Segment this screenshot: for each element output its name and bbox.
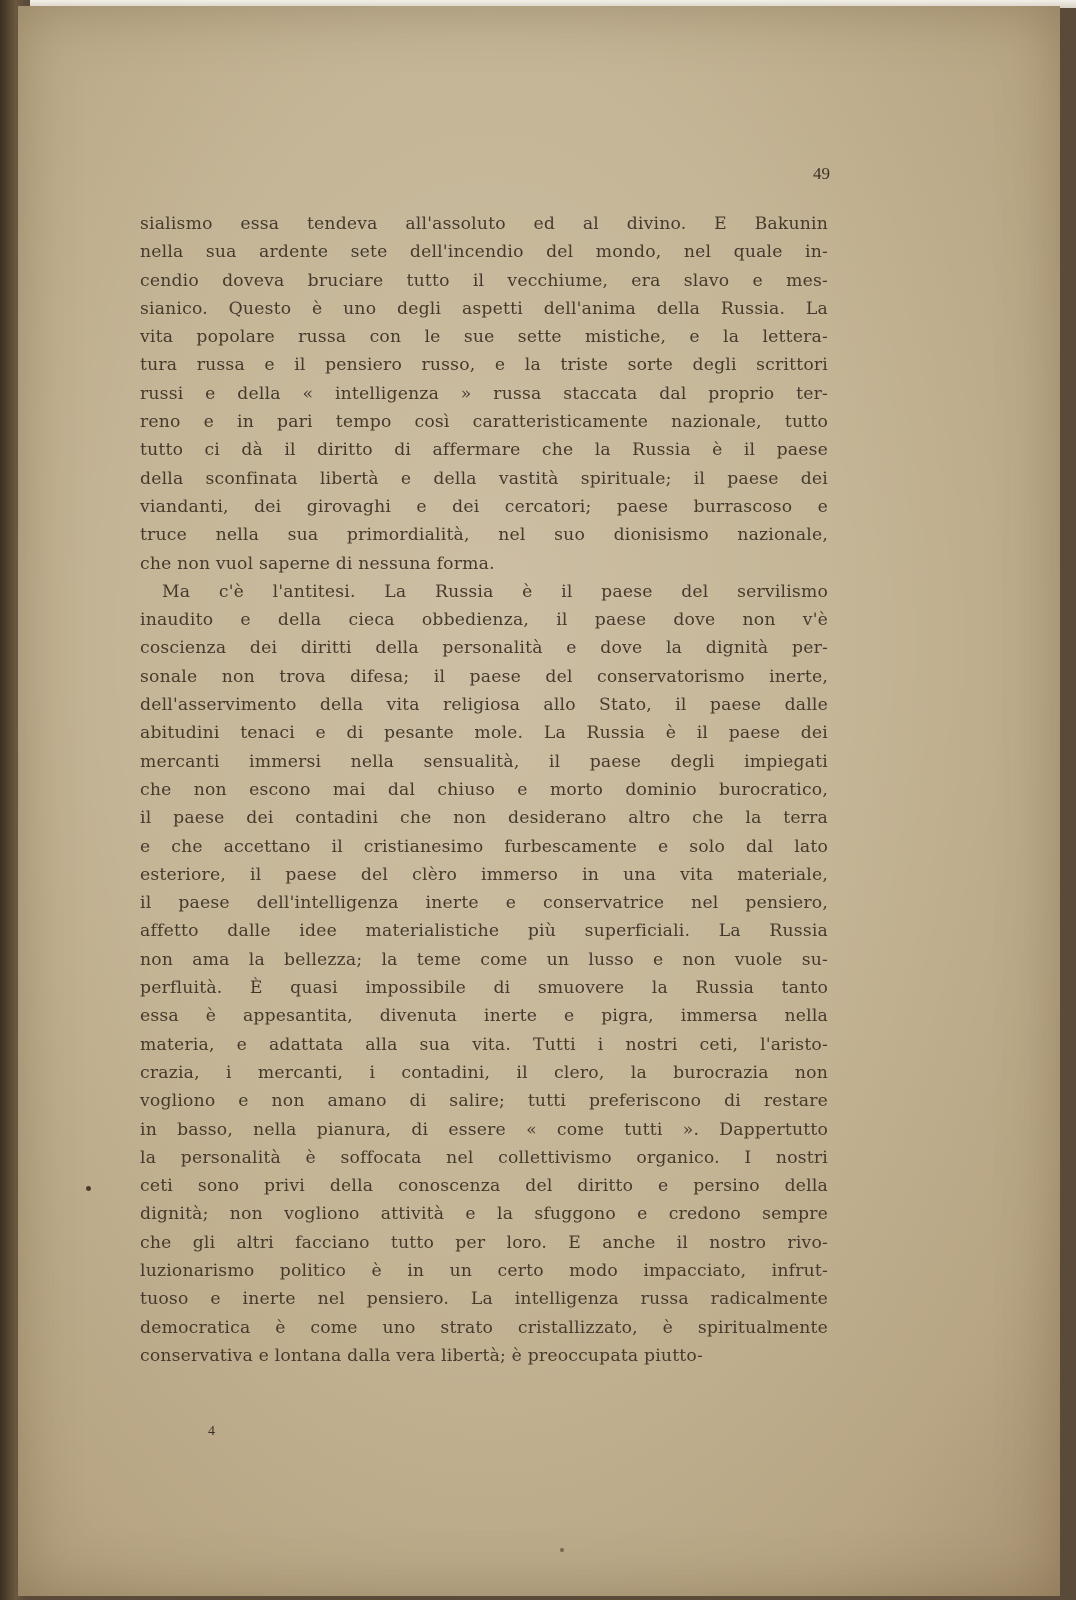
text-line: essa è appesantita, divenuta inerte e pigra, immersa nella (140, 1006, 828, 1027)
body-text (140, 210, 828, 1370)
text-line: sialismo essa tendeva all'assoluto ed al divino. E Bakunin (140, 214, 828, 234)
text-line: vita popolare russa con le sue sette mistiche, e la lettera- (140, 327, 828, 348)
text-line: reno e in pari tempo così caratteristicamente nazionale, tutto (140, 412, 828, 433)
text-line: Ma c'è l'antitesi. La Russia è il paese del servilismo (162, 581, 828, 602)
text-line: mercanti immersi nella sensualità, il paese degli impiegati (140, 751, 828, 772)
page-number: 49 (813, 164, 830, 183)
text-line: cendio doveva bruciare tutto il vecchiume, era slavo e mes- (140, 270, 828, 291)
text-line: tura russa e il pensiero russo, e la triste sorte degli scrittori (140, 355, 828, 376)
text-line: materia, e adattata alla sua vita. Tutti i nostri ceti, l'aristo- (140, 1034, 828, 1055)
text-line: perfluità. È quasi impossibile di smuovere la Russia tanto (140, 978, 828, 999)
text-line: che gli altri facciano tutto per loro. E anche il nostro rivo- (140, 1232, 828, 1253)
text-line: viandanti, dei girovaghi e dei cercatori; paese burrascoso e (140, 496, 828, 517)
text-line: la personalità è soffocata nel collettivismo organico. I nostri (140, 1147, 828, 1168)
text-line: non ama la bellezza; la teme come un lusso e non vuole su- (140, 949, 828, 970)
margin-mark (86, 1186, 91, 1191)
text-line: conservativa e lontana dalla vera libertà; è preoccupata piutto- (140, 1345, 703, 1366)
text-line: tuoso e inerte nel pensiero. La intelligenza russa radicalmente (140, 1289, 828, 1310)
text-line: sonale non trova difesa; il paese del conservatorismo inerte, (140, 666, 828, 687)
signature-mark: 4 (208, 1424, 215, 1439)
text-line: vogliono e non amano di salire; tutti preferiscono di restare (140, 1091, 828, 1112)
text-line: coscienza dei diritti della personalità e dove la dignità per- (140, 638, 828, 659)
text-line: luzionarismo politico è in un certo modo impacciato, infrut- (140, 1260, 828, 1281)
text-line: ceti sono privi della conoscenza del diritto e persino della (140, 1176, 828, 1197)
text-line: sianico. Questo è uno degli aspetti dell'anima della Russia. La (140, 298, 828, 319)
text-line: dell'asservimento della vita religiosa allo Stato, il paese dalle (140, 695, 828, 716)
text-line: il paese dell'intelligenza inerte e conservatrice nel pensiero, (140, 893, 828, 914)
text-line: dignità; non vogliono attività e la sfuggono e credono sempre (140, 1204, 828, 1225)
text-line: che non escono mai dal chiuso e morto dominio burocratico, (140, 779, 828, 800)
text-line: in basso, nella pianura, di essere « come tutti ». Dappertutto (140, 1119, 828, 1140)
text-line: inaudito e della cieca obbedienza, il paese dove non v'è (140, 610, 828, 631)
text-line: affetto dalle idee materialistiche più superficiali. La Russia (140, 921, 828, 942)
text-line: esteriore, il paese del clèro immerso in una vita materiale, (140, 864, 828, 885)
text-line: della sconfinata libertà e della vastità spirituale; il paese dei (140, 468, 828, 489)
text-line: nella sua ardente sete dell'incendio del mondo, nel quale in- (140, 242, 828, 263)
text-line: e che accettano il cristianesimo furbescamente e solo dal lato (140, 836, 828, 857)
paper-speck (560, 1548, 564, 1552)
text-line: truce nella sua primordialità, nel suo dionisismo nazionale, (140, 525, 828, 546)
text-line: russi e della « intelligenza » russa staccata dal proprio ter- (140, 383, 828, 404)
text-line: che non vuol saperne di nessuna forma. (140, 553, 495, 574)
text-line: tutto ci dà il diritto di affermare che la Russia è il paese (140, 440, 828, 461)
text-line: crazia, i mercanti, i contadini, il clero, la burocrazia non (140, 1062, 828, 1083)
text-line: il paese dei contadini che non desiderano altro che la terra (140, 808, 828, 829)
text-line: democratica è come uno strato cristallizzato, è spiritualmente (140, 1317, 828, 1338)
text-line: abitudini tenaci e di pesante mole. La Russia è il paese dei (140, 723, 828, 744)
